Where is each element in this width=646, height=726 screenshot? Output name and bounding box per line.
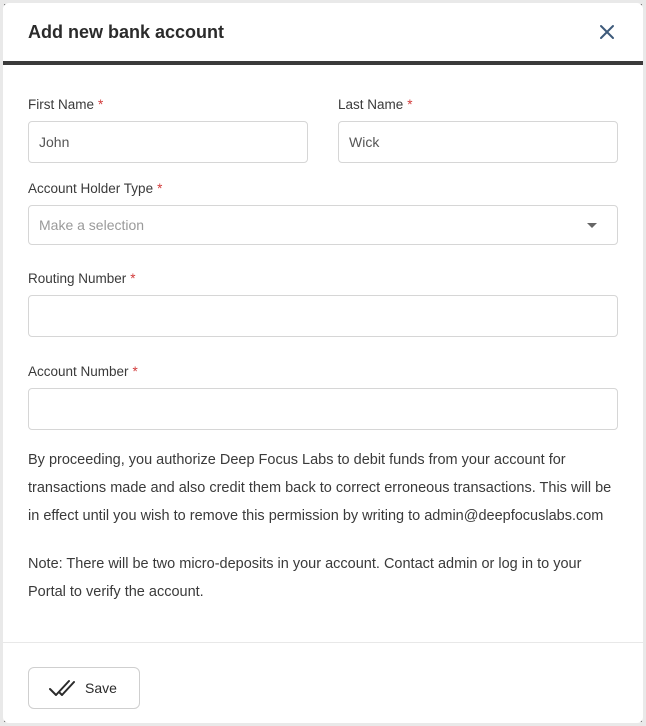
required-marker: * — [407, 97, 413, 112]
save-button-label: Save — [85, 680, 117, 696]
first-name-input[interactable] — [28, 121, 308, 163]
account-holder-type-placeholder: Make a selection — [39, 217, 145, 233]
required-marker: * — [98, 97, 104, 112]
required-marker: * — [157, 181, 163, 196]
modal-title: Add new bank account — [28, 21, 225, 42]
routing-number-label: Routing Number * — [28, 271, 136, 286]
account-holder-type-select[interactable] — [28, 205, 618, 245]
close-button[interactable] — [596, 21, 618, 43]
required-marker: * — [132, 364, 138, 379]
last-name-field-group — [338, 97, 618, 163]
save-button[interactable] — [28, 667, 140, 709]
first-name-field-group — [28, 97, 308, 163]
routing-number-input[interactable] — [28, 295, 618, 337]
account-number-label: Account Number * — [28, 364, 138, 379]
account-holder-type-label: Account Holder Type * — [28, 181, 163, 196]
modal-header — [3, 3, 643, 65]
modal-footer — [3, 642, 643, 723]
authorization-text: By proceeding, you authorize Deep Focus Labs to debit funds from your account for transactions made and also credit them back to correct erroneous transactions. This will be in effect until you wish to remove this permission by writing to admin@deepfocuslabs.com — [28, 452, 612, 524]
micro-deposit-note: Note: There will be two micro-deposits in your account. Contact admin or log in to your Portal to verify the account. — [28, 556, 582, 600]
double-check-icon — [49, 678, 75, 698]
modal-body — [3, 65, 643, 606]
last-name-label: Last Name * — [338, 97, 413, 112]
account-number-field-group — [28, 364, 618, 430]
routing-number-field-group — [28, 271, 618, 337]
account-number-input[interactable] — [28, 388, 618, 430]
last-name-input[interactable] — [338, 121, 618, 163]
required-marker: * — [130, 271, 136, 286]
close-icon — [599, 24, 615, 40]
chevron-down-icon — [587, 223, 597, 228]
first-name-label: First Name * — [28, 97, 104, 112]
account-holder-type-field-group — [28, 181, 618, 245]
add-bank-account-modal — [3, 3, 643, 723]
